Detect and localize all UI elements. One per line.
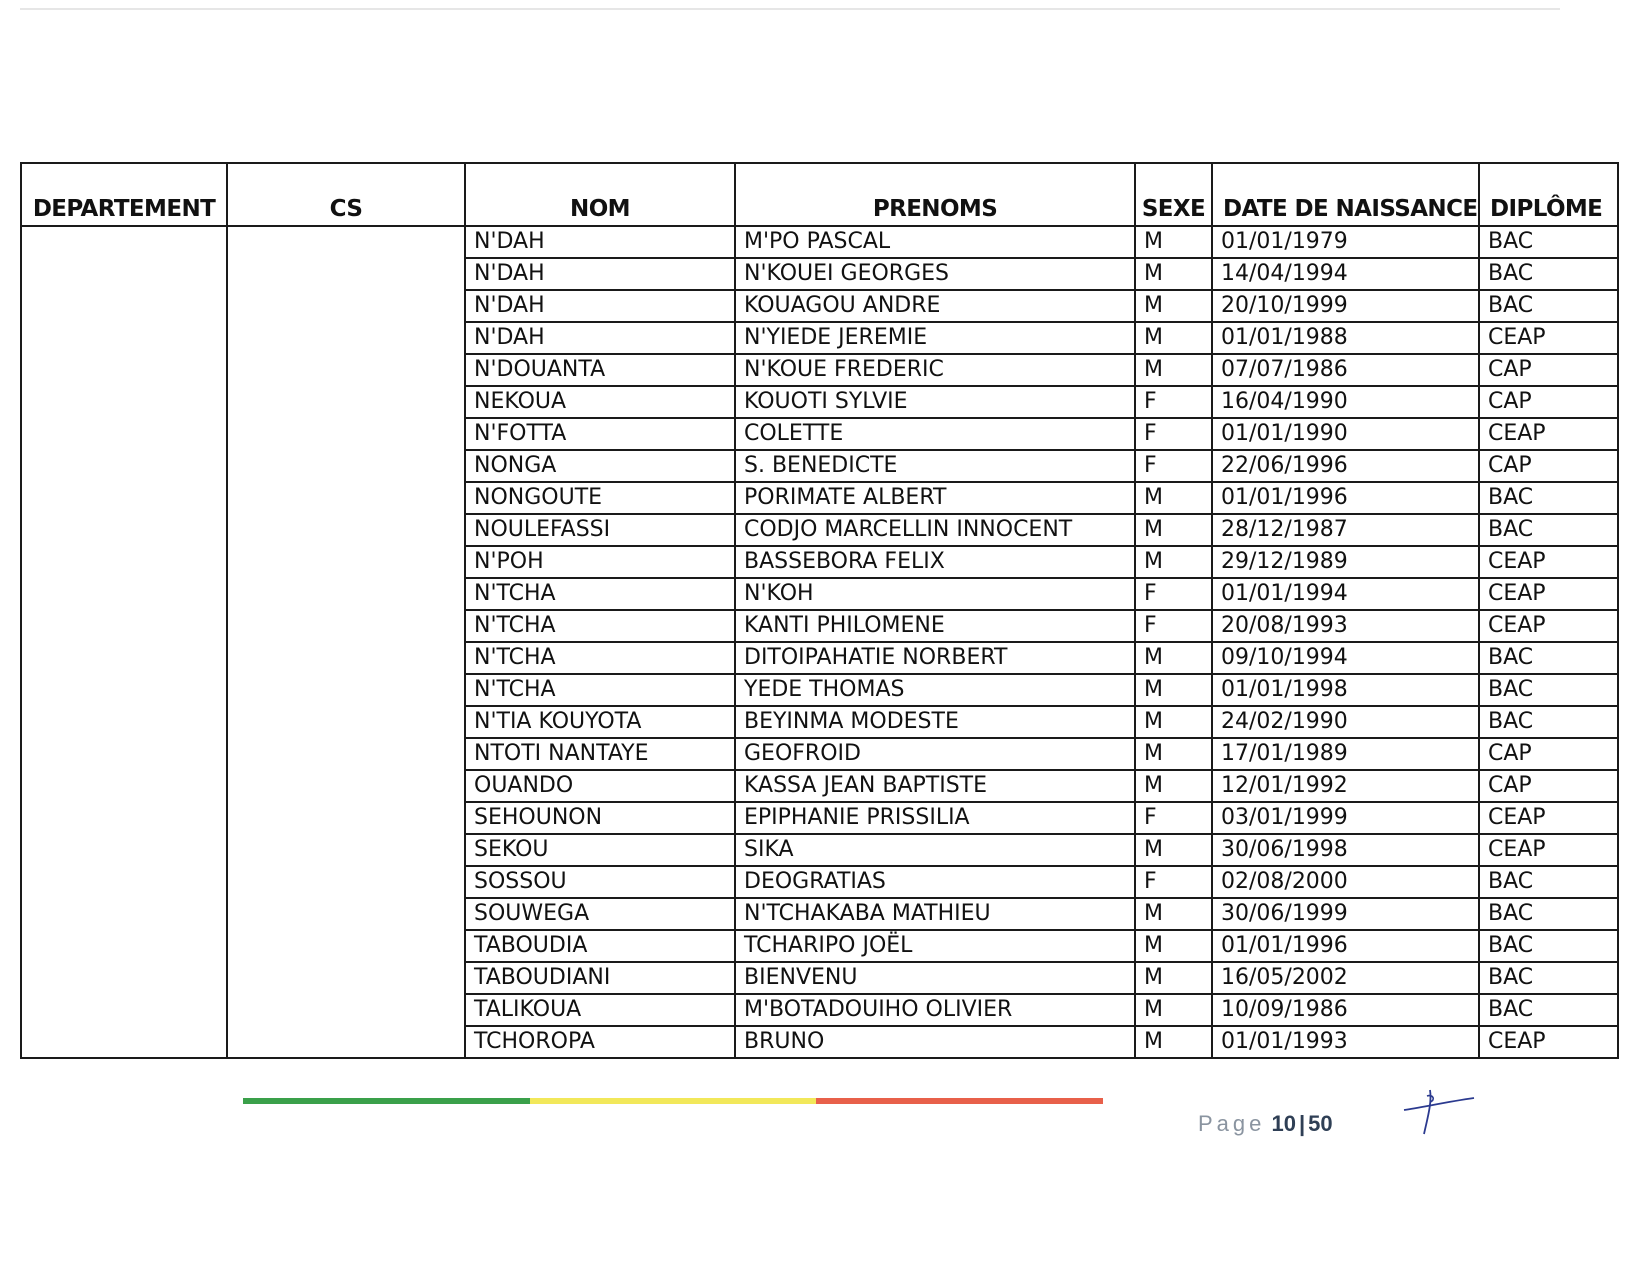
page-number <box>1198 1111 1333 1137</box>
date-naissance-cell: 22/06/1996 <box>1212 450 1479 482</box>
prenoms-cell: KOUOTI SYLVIE <box>735 386 1135 418</box>
nom-cell: NOULEFASSI <box>465 514 735 546</box>
diplome-cell: CAP <box>1479 386 1618 418</box>
nom-cell: NONGOUTE <box>465 482 735 514</box>
table-row <box>21 226 1618 258</box>
sexe-cell: M <box>1135 962 1212 994</box>
prenoms-cell: TCHARIPO JOËL <box>735 930 1135 962</box>
prenoms-cell: SIKA <box>735 834 1135 866</box>
handwritten-signature-mark <box>1400 1082 1480 1142</box>
prenoms-cell: N'KOUE FREDERIC <box>735 354 1135 386</box>
sexe-cell: M <box>1135 322 1212 354</box>
page-total: 50 <box>1308 1111 1333 1136</box>
header-date-naissance: DATE DE NAISSANCE <box>1212 163 1479 226</box>
date-naissance-cell: 01/01/1988 <box>1212 322 1479 354</box>
header-cs: CS <box>227 163 465 226</box>
sexe-cell: M <box>1135 546 1212 578</box>
prenoms-cell: BIENVENU <box>735 962 1135 994</box>
diplome-cell: BAC <box>1479 674 1618 706</box>
flag-yellow-segment <box>530 1098 817 1104</box>
diplome-cell: BAC <box>1479 258 1618 290</box>
roster-table-container <box>20 162 1619 1059</box>
nom-cell: N'FOTTA <box>465 418 735 450</box>
sexe-cell: F <box>1135 386 1212 418</box>
sexe-cell: M <box>1135 482 1212 514</box>
page-label: Page <box>1198 1111 1266 1136</box>
nom-cell: SEHOUNON <box>465 802 735 834</box>
nom-cell: N'TCHA <box>465 610 735 642</box>
prenoms-cell: DITOIPAHATIE NORBERT <box>735 642 1135 674</box>
diplome-cell: CAP <box>1479 354 1618 386</box>
nom-cell: N'DOUANTA <box>465 354 735 386</box>
sexe-cell: M <box>1135 674 1212 706</box>
diplome-cell: CAP <box>1479 450 1618 482</box>
roster-body <box>21 226 1618 1058</box>
diplome-cell: BAC <box>1479 482 1618 514</box>
date-naissance-cell: 01/01/1996 <box>1212 930 1479 962</box>
sexe-cell: M <box>1135 738 1212 770</box>
sexe-cell: F <box>1135 802 1212 834</box>
diplome-cell: CEAP <box>1479 578 1618 610</box>
date-naissance-cell: 01/01/1994 <box>1212 578 1479 610</box>
prenoms-cell: N'YIEDE JEREMIE <box>735 322 1135 354</box>
date-naissance-cell: 01/01/1993 <box>1212 1026 1479 1058</box>
date-naissance-cell: 16/05/2002 <box>1212 962 1479 994</box>
sexe-cell: M <box>1135 994 1212 1026</box>
diplome-cell: BAC <box>1479 898 1618 930</box>
date-naissance-cell: 14/04/1994 <box>1212 258 1479 290</box>
sexe-cell: M <box>1135 258 1212 290</box>
sexe-cell: M <box>1135 354 1212 386</box>
date-naissance-cell: 17/01/1989 <box>1212 738 1479 770</box>
prenoms-cell: EPIPHANIE PRISSILIA <box>735 802 1135 834</box>
nom-cell: TABOUDIANI <box>465 962 735 994</box>
nom-cell: NONGA <box>465 450 735 482</box>
date-naissance-cell: 10/09/1986 <box>1212 994 1479 1026</box>
diplome-cell: CEAP <box>1479 610 1618 642</box>
nom-cell: OUANDO <box>465 770 735 802</box>
diplome-cell: CAP <box>1479 738 1618 770</box>
date-naissance-cell: 01/01/1996 <box>1212 482 1479 514</box>
prenoms-cell: PORIMATE ALBERT <box>735 482 1135 514</box>
nom-cell: N'TIA KOUYOTA <box>465 706 735 738</box>
sexe-cell: F <box>1135 450 1212 482</box>
diplome-cell: BAC <box>1479 866 1618 898</box>
date-naissance-cell: 28/12/1987 <box>1212 514 1479 546</box>
flag-green-segment <box>243 1098 530 1104</box>
sexe-cell: F <box>1135 578 1212 610</box>
nom-cell: N'DAH <box>465 322 735 354</box>
prenoms-cell: KANTI PHILOMENE <box>735 610 1135 642</box>
prenoms-cell: N'KOUEI GEORGES <box>735 258 1135 290</box>
diplome-cell: BAC <box>1479 514 1618 546</box>
diplome-cell: CAP <box>1479 770 1618 802</box>
nom-cell: SOSSOU <box>465 866 735 898</box>
header-sexe: SEXE <box>1135 163 1212 226</box>
nom-cell: N'TCHA <box>465 578 735 610</box>
sexe-cell: M <box>1135 770 1212 802</box>
flag-red-segment <box>816 1098 1103 1104</box>
nom-cell: SEKOU <box>465 834 735 866</box>
date-naissance-cell: 29/12/1989 <box>1212 546 1479 578</box>
date-naissance-cell: 07/07/1986 <box>1212 354 1479 386</box>
prenoms-cell: BEYINMA MODESTE <box>735 706 1135 738</box>
prenoms-cell: COLETTE <box>735 418 1135 450</box>
prenoms-cell: BRUNO <box>735 1026 1135 1058</box>
prenoms-cell: KASSA JEAN BAPTISTE <box>735 770 1135 802</box>
nom-cell: TALIKOUA <box>465 994 735 1026</box>
date-naissance-cell: 20/08/1993 <box>1212 610 1479 642</box>
flag-color-bar <box>243 1098 1103 1104</box>
header-row <box>21 163 1618 226</box>
sexe-cell: F <box>1135 418 1212 450</box>
diplome-cell: BAC <box>1479 994 1618 1026</box>
date-naissance-cell: 30/06/1998 <box>1212 834 1479 866</box>
date-naissance-cell: 01/01/1998 <box>1212 674 1479 706</box>
date-naissance-cell: 20/10/1999 <box>1212 290 1479 322</box>
departement-cell <box>21 226 227 1058</box>
sexe-cell: M <box>1135 514 1212 546</box>
diplome-cell: CEAP <box>1479 546 1618 578</box>
sexe-cell: M <box>1135 898 1212 930</box>
nom-cell: N'POH <box>465 546 735 578</box>
diplome-cell: BAC <box>1479 930 1618 962</box>
sexe-cell: M <box>1135 930 1212 962</box>
diplome-cell: BAC <box>1479 290 1618 322</box>
nom-cell: N'TCHA <box>465 642 735 674</box>
diplome-cell: BAC <box>1479 642 1618 674</box>
prenoms-cell: KOUAGOU ANDRE <box>735 290 1135 322</box>
diplome-cell: BAC <box>1479 706 1618 738</box>
prenoms-cell: M'PO PASCAL <box>735 226 1135 258</box>
date-naissance-cell: 12/01/1992 <box>1212 770 1479 802</box>
date-naissance-cell: 03/01/1999 <box>1212 802 1479 834</box>
cs-cell <box>227 226 465 1058</box>
prenoms-cell: N'KOH <box>735 578 1135 610</box>
header-departement: DEPARTEMENT <box>21 163 227 226</box>
diplome-cell: CEAP <box>1479 834 1618 866</box>
header-diplome: DIPLÔME <box>1479 163 1618 226</box>
prenoms-cell: N'TCHAKABA MATHIEU <box>735 898 1135 930</box>
nom-cell: SOUWEGA <box>465 898 735 930</box>
nom-cell: TABOUDIA <box>465 930 735 962</box>
sexe-cell: M <box>1135 226 1212 258</box>
nom-cell: TCHOROPA <box>465 1026 735 1058</box>
nom-cell: NTOTI NANTAYE <box>465 738 735 770</box>
prenoms-cell: CODJO MARCELLIN INNOCENT <box>735 514 1135 546</box>
date-naissance-cell: 16/04/1990 <box>1212 386 1479 418</box>
prenoms-cell: S. BENEDICTE <box>735 450 1135 482</box>
sexe-cell: M <box>1135 642 1212 674</box>
prenoms-cell: DEOGRATIAS <box>735 866 1135 898</box>
nom-cell: N'TCHA <box>465 674 735 706</box>
date-naissance-cell: 24/02/1990 <box>1212 706 1479 738</box>
sexe-cell: M <box>1135 706 1212 738</box>
nom-cell: N'DAH <box>465 290 735 322</box>
diplome-cell: CEAP <box>1479 802 1618 834</box>
top-rule <box>20 8 1560 10</box>
date-naissance-cell: 09/10/1994 <box>1212 642 1479 674</box>
date-naissance-cell: 01/01/1990 <box>1212 418 1479 450</box>
prenoms-cell: YEDE THOMAS <box>735 674 1135 706</box>
header-prenoms: PRENOMS <box>735 163 1135 226</box>
date-naissance-cell: 01/01/1979 <box>1212 226 1479 258</box>
roster-table <box>20 162 1619 1059</box>
nom-cell: NEKOUA <box>465 386 735 418</box>
diplome-cell: BAC <box>1479 962 1618 994</box>
prenoms-cell: BASSEBORA FELIX <box>735 546 1135 578</box>
page-current: 10 <box>1271 1111 1296 1136</box>
date-naissance-cell: 30/06/1999 <box>1212 898 1479 930</box>
diplome-cell: CEAP <box>1479 322 1618 354</box>
page-separator: | <box>1299 1111 1306 1136</box>
prenoms-cell: M'BOTADOUIHO OLIVIER <box>735 994 1135 1026</box>
sexe-cell: M <box>1135 1026 1212 1058</box>
nom-cell: N'DAH <box>465 258 735 290</box>
header-nom: NOM <box>465 163 735 226</box>
diplome-cell: CEAP <box>1479 1026 1618 1058</box>
sexe-cell: M <box>1135 834 1212 866</box>
nom-cell: N'DAH <box>465 226 735 258</box>
sexe-cell: M <box>1135 290 1212 322</box>
prenoms-cell: GEOFROID <box>735 738 1135 770</box>
diplome-cell: BAC <box>1479 226 1618 258</box>
date-naissance-cell: 02/08/2000 <box>1212 866 1479 898</box>
sexe-cell: F <box>1135 610 1212 642</box>
diplome-cell: CEAP <box>1479 418 1618 450</box>
sexe-cell: F <box>1135 866 1212 898</box>
